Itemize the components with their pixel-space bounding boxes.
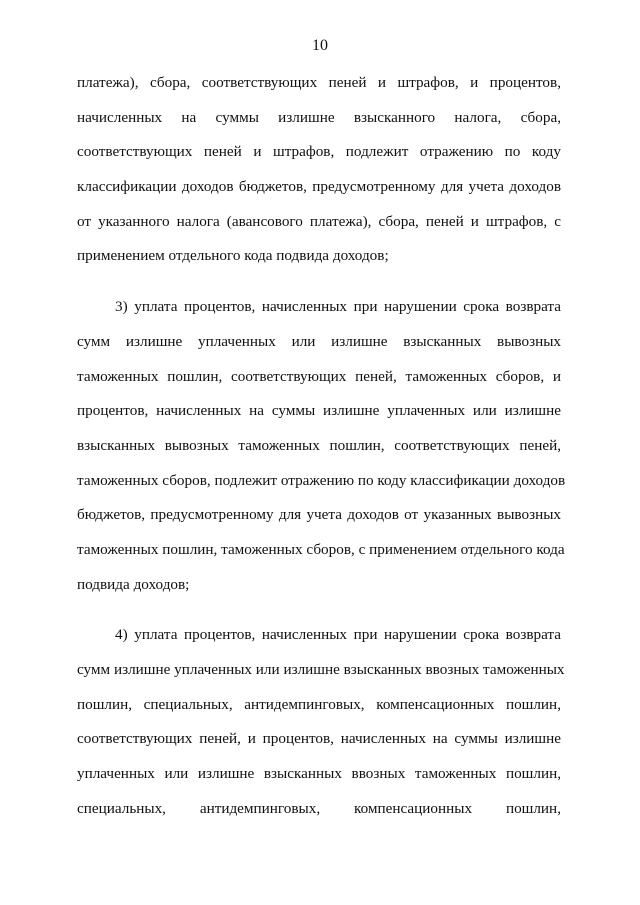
page-number: 10 <box>312 37 328 54</box>
text-line: 4) уплата процентов, начисленных при нарушении срока возврата <box>115 626 561 644</box>
text-line: соответствующих пеней и штрафов, подлежит отражению по коду <box>77 143 561 161</box>
text-line: таможенных пошлин, таможенных сборов, с применением отдельного кода <box>77 540 565 558</box>
text-line: уплаченных или излишне взысканных ввозных таможенных пошлин, <box>77 765 561 783</box>
paragraph-item-4 <box>77 618 565 826</box>
text-line: соответствующих пеней, и процентов, начисленных на суммы излишне <box>77 730 561 748</box>
text-line: 3) уплата процентов, начисленных при нарушении срока возврата <box>115 298 561 316</box>
text-line: бюджетов, предусмотренному для учета доходов от указанных вывозных <box>77 506 561 524</box>
text-line: процентов, начисленных на суммы излишне уплаченных или излишне <box>77 402 561 420</box>
text-line: классификации доходов бюджетов, предусмотренному для учета доходов <box>77 178 561 196</box>
text-line: взысканных вывозных таможенных пошлин, соответствующих пеней, <box>77 436 561 454</box>
paragraph-gap <box>77 274 561 290</box>
text-line: специальных, антидемпинговых, компенсационных пошлин, <box>77 799 561 817</box>
text-line: пошлин, специальных, антидемпинговых, компенсационных пошлин, <box>77 695 561 713</box>
paragraph-item-3 <box>77 290 566 602</box>
text-line: применением отдельного кода подвида доходов; <box>77 247 389 265</box>
paragraph-continuation <box>77 66 561 274</box>
paragraph-gap <box>77 602 561 618</box>
text-line: начисленных на суммы излишне взысканного налога, сбора, <box>77 108 561 126</box>
document-body <box>77 66 566 826</box>
text-line: платежа), сбора, соответствующих пеней и штрафов, и процентов, <box>77 74 561 91</box>
text-line: от указанного налога (авансового платежа), сбора, пеней и штрафов, с <box>77 212 561 230</box>
text-line: сумм излишне уплаченных или излишне взысканных ввозных таможенных <box>77 661 565 678</box>
text-line: сумм излишне уплаченных или излишне взысканных вывозных <box>77 332 561 350</box>
text-line: таможенных пошлин, соответствующих пеней, таможенных сборов, и <box>77 367 561 385</box>
text-line: подвида доходов; <box>77 575 190 593</box>
text-line: таможенных сборов, подлежит отражению по коду классификации доходов <box>77 471 566 489</box>
